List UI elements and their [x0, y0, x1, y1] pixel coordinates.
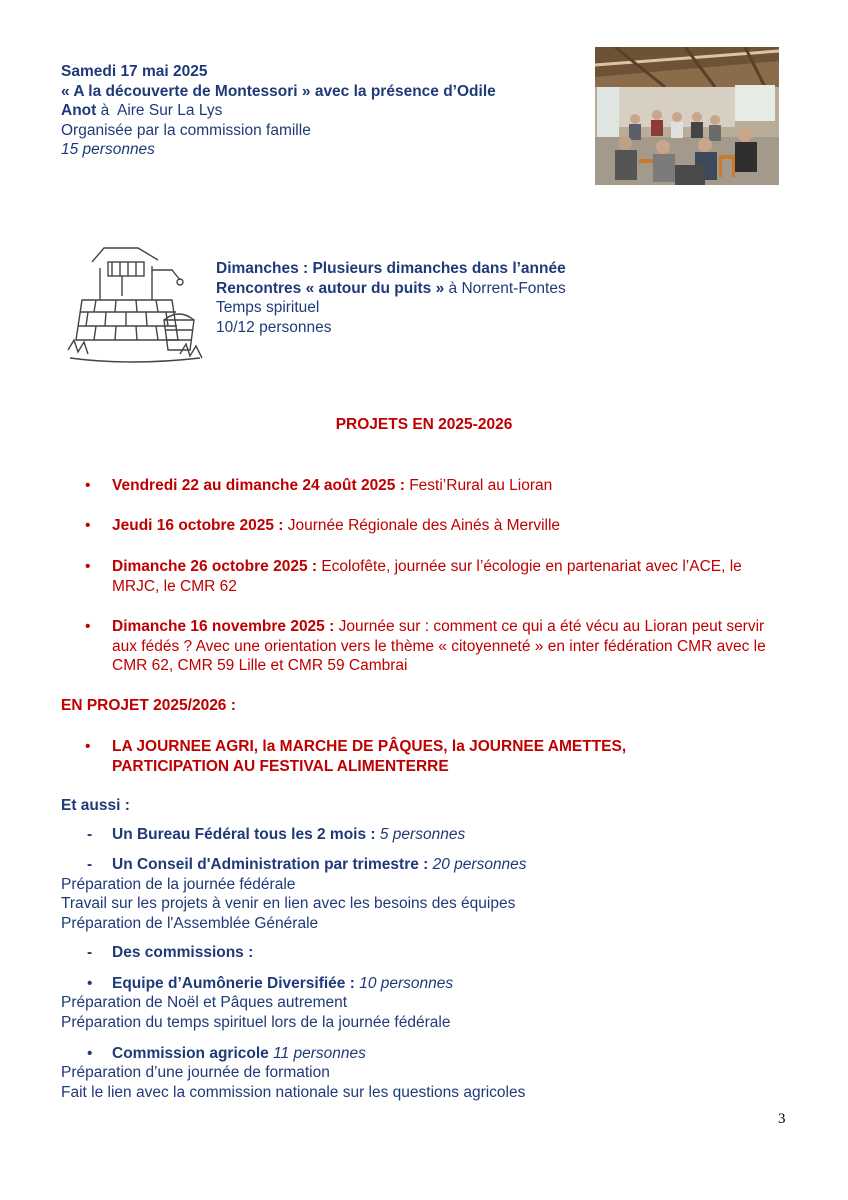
event-speaker: Anot	[61, 102, 97, 119]
commissions-item: - Des commissions :	[87, 944, 254, 961]
event2-location: à Norrent-Fontes	[444, 279, 566, 297]
bureau-item: - Un Bureau Fédéral tous les 2 mois : 5 personnes	[87, 826, 466, 843]
bullet-icon: •	[85, 517, 91, 534]
bullet-icon: •	[85, 477, 91, 494]
event-autour-du-puits	[216, 259, 696, 337]
event2-subtitle: Rencontres « autour du puits »	[216, 279, 445, 297]
event-attendance: 15 personnes	[61, 141, 155, 158]
meeting-photo	[595, 47, 779, 185]
agricole-detail: Fait le lien avec la commission nationale sur les questions agricoles	[61, 1084, 526, 1101]
conseil-item: - Un Conseil d'Administration par trimestre : 20 personnes	[87, 856, 527, 873]
bullet-icon: •	[85, 618, 91, 635]
bullet-icon: •	[85, 558, 91, 575]
bullet-icon: •	[87, 1045, 93, 1062]
conseil-detail: Préparation de l'Assemblée Générale	[61, 915, 319, 932]
page-number: 3	[778, 1111, 786, 1127]
event-location: à Aire Sur La Lys	[96, 102, 223, 119]
agricole-detail: Préparation d’une journée de formation	[61, 1064, 330, 1081]
conseil-detail: Travail sur les projets à venir en lien avec les besoins des équipes	[61, 895, 516, 912]
bullet-icon: •	[85, 738, 91, 755]
en-projet-title: EN PROJET 2025/2026 :	[61, 697, 236, 714]
agricole-item: • Commission agricole 11 personnes	[87, 1045, 366, 1062]
well-illustration	[60, 240, 210, 380]
conseil-detail: Préparation de la journée fédérale	[61, 876, 296, 893]
event2-type: Temps spirituel	[216, 299, 320, 316]
et-aussi-title: Et aussi :	[61, 797, 130, 814]
projects-title: PROJETS EN 2025-2026	[335, 416, 513, 433]
aumonerie-detail: Préparation du temps spirituel lors de la journée fédérale	[61, 1014, 451, 1031]
aumonerie-item: • Equipe d’Aumônerie Diversifiée : 10 personnes	[87, 975, 454, 992]
event2-attendance: 10/12 personnes	[216, 318, 332, 336]
event-title: « A la découverte de Montessori » avec la présence d’Odile	[61, 82, 496, 100]
event-organizer: Organisée par la commission famille	[61, 121, 311, 139]
event2-title: Dimanches : Plusieurs dimanches dans l’année	[216, 260, 566, 277]
event-montessori	[61, 62, 581, 160]
event-date: Samedi 17 mai 2025	[61, 63, 208, 80]
bullet-icon: •	[87, 975, 93, 992]
aumonerie-detail: Préparation de Noël et Pâques autrement	[61, 994, 348, 1011]
